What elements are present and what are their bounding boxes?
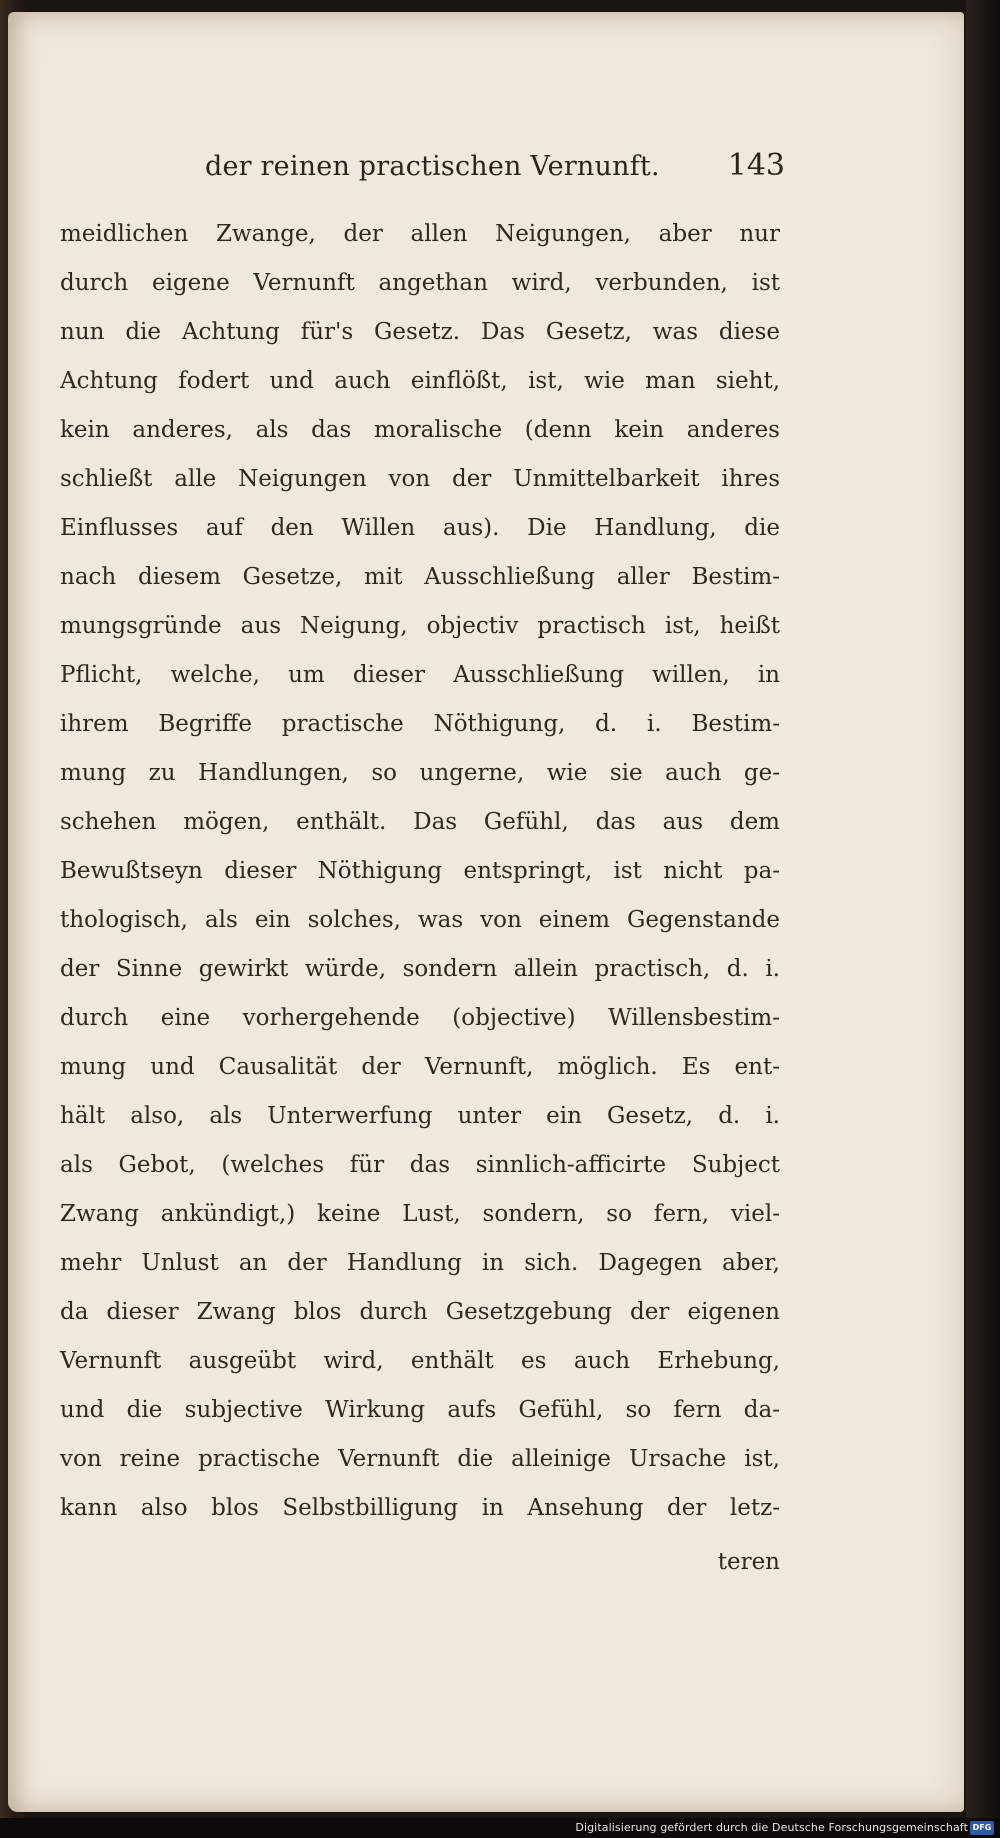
text-line: mehr Unlust an der Handlung in sich. Dagegen aber, (60, 1250, 780, 1276)
text-line: der Sinne gewirkt würde, sondern allein practisch, d. i. (60, 956, 780, 982)
dfg-logo-icon: DFG (970, 1821, 994, 1835)
text-line: Vernunft ausgeübt wird, enthält es auch Erhebung, (60, 1348, 780, 1374)
text-line: durch eigene Vernunft angethan wird, verbunden, ist (60, 270, 780, 296)
text-line: hält also, als Unterwerfung unter ein Gesetz, d. i. (60, 1103, 780, 1129)
catchword-row (60, 1538, 780, 1587)
text-line: und die subjective Wirkung aufs Gefühl, so fern da- (60, 1397, 780, 1423)
text-line: als Gebot, (welches für das sinnlich-afficirte Subject (60, 1152, 780, 1178)
body-text (60, 210, 780, 1533)
text-line: Einflusses auf den Willen aus). Die Handlung, die (60, 515, 780, 541)
text-line: Achtung fodert und auch einflößt, ist, wie man sieht, (60, 368, 780, 394)
text-line: Pflicht, welche, um dieser Ausschließung willen, in (60, 662, 780, 688)
text-line: schehen mögen, enthält. Das Gefühl, das aus dem (60, 809, 780, 835)
text-line: Bewußtseyn dieser Nöthigung entspringt, ist nicht pa- (60, 858, 780, 884)
text-line: mung zu Handlungen, so ungerne, wie sie auch ge- (60, 760, 780, 786)
text-line: mung und Causalität der Vernunft, möglich. Es ent- (60, 1054, 780, 1080)
text-line: mungsgründe aus Neigung, objectiv practisch ist, heißt (60, 613, 780, 639)
text-line: ihrem Begriffe practische Nöthigung, d. i. Bestim- (60, 711, 780, 737)
text-line: nun die Achtung für's Gesetz. Das Gesetz, was diese (60, 319, 780, 345)
page-header (205, 148, 785, 192)
text-line: von reine practische Vernunft die alleinige Ursache ist, (60, 1446, 780, 1472)
page-number: 143 (727, 148, 785, 183)
text-line: schließt alle Neigungen von der Unmittelbarkeit ihres (60, 466, 780, 492)
text-line: da dieser Zwang blos durch Gesetzgebung der eigenen (60, 1299, 780, 1325)
text-line: durch eine vorhergehende (objective) Willensbestim- (60, 1005, 780, 1031)
text-line: kein anderes, als das moralische (denn kein anderes (60, 417, 780, 443)
catchword: teren (717, 1549, 780, 1575)
text-line: kann also blos Selbstbilligung in Ansehung der letz- (60, 1495, 780, 1521)
running-title: der reinen practischen Vernunft. (205, 151, 660, 182)
digitization-credit: Digitalisierung gefördert durch die Deutsche Forschungsgemeinschaft (575, 1821, 968, 1834)
text-line: thologisch, als ein solches, was von einem Gegenstande (60, 907, 780, 933)
book-spine (966, 0, 1000, 1838)
text-line: nach diesem Gesetze, mit Ausschließung aller Bestim- (60, 564, 780, 590)
text-line: meidlichen Zwange, der allen Neigungen, aber nur (60, 221, 780, 247)
text-line: Zwang ankündigt,) keine Lust, sondern, so fern, viel- (60, 1201, 780, 1227)
